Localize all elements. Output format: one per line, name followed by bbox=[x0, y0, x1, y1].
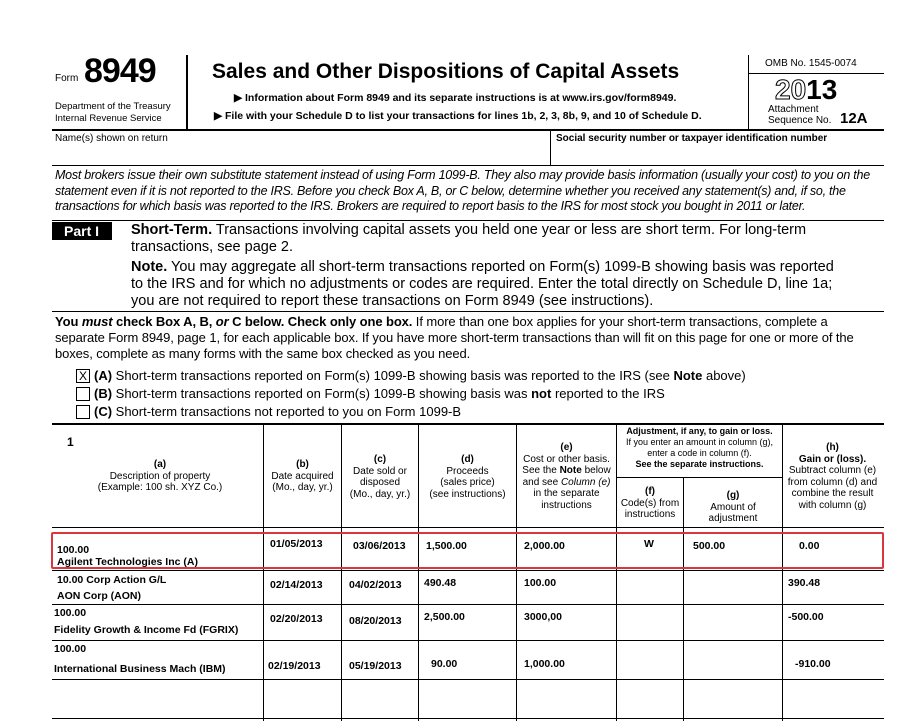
adj-header-rule bbox=[616, 477, 782, 478]
col-f-header: (f) Code(s) from instructions bbox=[620, 486, 680, 520]
form-header bbox=[0, 0, 922, 135]
row-date-acquired[interactable]: 02/20/2013 bbox=[270, 613, 323, 625]
part1-badge bbox=[52, 222, 112, 240]
name-field[interactable] bbox=[52, 145, 550, 163]
info-line-1: ▶ Information about Form 8949 and its separate instructions is at www.irs.gov/form8949. bbox=[234, 92, 677, 104]
row-proceeds[interactable]: 1,500.00 bbox=[426, 540, 467, 552]
row-basis[interactable]: 1,000.00 bbox=[524, 658, 565, 670]
col-b-header: (b) Date acquired (Mo., day, yr.) bbox=[271, 459, 334, 493]
brokers-note: Most brokers issue their own substitute statement instead of using Form 1099-B. They also may provide basis information (usually your cost) to you on the statement even if it is not reported to the IRS. Before you check Box A, B, or C below, determine whether you received any statement(s) and, if so, the transactions for which basis was reported to the IRS. Brokers are required to report basis to the IRS for most stock you bought in 2011 or later. bbox=[55, 168, 870, 213]
row-basis[interactable]: 100.00 bbox=[524, 577, 557, 589]
row-date-sold[interactable]: 04/02/2013 bbox=[349, 579, 402, 591]
must-check-bold: You must check Box A, B, or C below. Check only one box. bbox=[55, 314, 413, 329]
name-ssn-divider bbox=[550, 131, 551, 165]
row-quantity[interactable]: 100.00 bbox=[54, 643, 87, 655]
ssn-label: Social security number or taxpayer identification number bbox=[556, 133, 828, 144]
info-line-2: ▶ File with your Schedule D to list your transactions for lines 1b, 2, 3, 8b, 9, and 10 of Schedule D. bbox=[214, 110, 702, 122]
box-c-row bbox=[76, 403, 876, 421]
header-bottom-rule bbox=[52, 129, 884, 131]
box-c-checkbox[interactable] bbox=[76, 405, 90, 419]
box-b-label: (B) Short-term transactions reported on Form(s) 1099-B showing basis was not reported to the IRS bbox=[94, 386, 665, 401]
row-date-sold[interactable]: 05/19/2013 bbox=[349, 660, 402, 672]
part1-note bbox=[131, 259, 846, 309]
form-number: 8949 bbox=[84, 52, 156, 90]
col-g-header: (g) Amount of adjustment bbox=[708, 490, 758, 524]
row5-bottom-rule bbox=[52, 718, 884, 719]
box-a-row bbox=[76, 367, 876, 385]
part1-intro bbox=[131, 222, 861, 256]
header-divider-left bbox=[186, 55, 188, 130]
box-b-row bbox=[76, 385, 876, 403]
part1-note-rule bbox=[52, 311, 884, 312]
box-a-checkbox[interactable]: X bbox=[76, 369, 90, 383]
sequence-number: 12A bbox=[840, 110, 868, 127]
row-gain-loss[interactable]: 390.48 bbox=[788, 577, 821, 589]
col-c-header: (c) Date sold or disposed (Mo., day, yr.) bbox=[349, 454, 411, 500]
row-basis[interactable]: 3000,00 bbox=[524, 611, 562, 623]
row-adjustment[interactable]: 500.00 bbox=[693, 540, 726, 552]
form-title: Sales and Other Dispositions of Capital Assets bbox=[212, 60, 680, 83]
box-b-checkbox[interactable] bbox=[76, 387, 90, 401]
header-divider-right bbox=[748, 55, 749, 130]
part1-text: Transactions involving capital assets you held one year or less are short term. For long-term transactions, see page 2. bbox=[131, 222, 807, 255]
part1-note-text: You may aggregate all short-term transactions reported on Form(s) 1099-B showing basis was reported to the IRS and for which no adjustments or codes are required. Enter the total directly on Schedule D, line 1a; you are not required to report these transactions on Form 8949 (see instructions). bbox=[131, 259, 834, 309]
col-h-header: (h) Gain or (loss). Subtract column (e) from column (d) and combine the result with column (g) bbox=[787, 442, 878, 511]
table-row[interactable] bbox=[52, 641, 884, 679]
tax-year-outline: 20 bbox=[775, 74, 807, 105]
table-row-empty[interactable] bbox=[52, 680, 884, 718]
adj-header: Adjustment, if any, to gain or loss. If you enter an amount in column (g), enter a code in column (f). See the separate instructions. bbox=[625, 426, 774, 469]
tax-year bbox=[775, 74, 837, 106]
must-check-instructions bbox=[55, 314, 875, 362]
row-proceeds[interactable]: 490.48 bbox=[424, 577, 457, 589]
row-date-acquired[interactable]: 02/14/2013 bbox=[270, 579, 323, 591]
row-description[interactable]: Agilent Technologies Inc (A) bbox=[57, 556, 198, 568]
name-label: Name(s) shown on return bbox=[55, 133, 168, 144]
dept-line2: Internal Revenue Service bbox=[55, 113, 162, 124]
form-label: Form bbox=[55, 73, 79, 84]
row-quantity[interactable]: 100.00 bbox=[57, 544, 90, 556]
row-description[interactable]: International Business Mach (IBM) bbox=[54, 663, 226, 675]
name-row-rule bbox=[52, 165, 884, 166]
row-code[interactable]: W bbox=[644, 538, 654, 550]
row-basis[interactable]: 2,000.00 bbox=[524, 540, 565, 552]
part1-label: Part I bbox=[64, 223, 100, 239]
tax-year-bold: 13 bbox=[806, 74, 838, 105]
dept-line1: Department of the Treasury bbox=[55, 101, 171, 112]
row-gain-loss[interactable]: -910.00 bbox=[795, 658, 831, 670]
sequence-label: Sequence No. bbox=[768, 115, 832, 126]
box-c-label: (C) Short-term transactions not reported to you on Form 1099-B bbox=[94, 404, 462, 419]
table-row[interactable] bbox=[52, 571, 884, 604]
table-top-rule bbox=[52, 423, 884, 425]
row-date-sold[interactable]: 03/06/2013 bbox=[353, 540, 406, 552]
col-e-header: (e) Cost or other basis. See the Note below and see Column (e) in the separate instructions bbox=[522, 442, 611, 511]
col-a-header: (a) Description of property (Example: 100 sh. XYZ Co.) bbox=[97, 459, 223, 493]
row-quantity[interactable]: 10.00 Corp Action G/L bbox=[57, 574, 167, 586]
omb-number: OMB No. 1545-0074 bbox=[765, 58, 857, 69]
row-date-acquired[interactable]: 02/19/2013 bbox=[268, 660, 321, 672]
part1-note-label: Note. bbox=[131, 259, 168, 275]
row-highlight-box bbox=[51, 532, 884, 569]
line-number: 1 bbox=[67, 435, 74, 449]
must-check-rest: If more than one box applies for your short-term transactions, complete a separate Form 8949, page 1, for each applicable box. If you have more short-term transactions than will fit on this page for one or more of the boxes, complete as many forms with the same box checked as you need. bbox=[55, 314, 854, 361]
row-proceeds[interactable]: 90.00 bbox=[431, 658, 458, 670]
col-d-header: (d) Proceeds (sales price) (see instructions) bbox=[429, 454, 506, 500]
transactions-table bbox=[0, 422, 922, 721]
row-description[interactable]: AON Corp (AON) bbox=[57, 590, 141, 602]
row-quantity[interactable]: 100.00 bbox=[54, 607, 87, 619]
row-proceeds[interactable]: 2,500.00 bbox=[424, 611, 465, 623]
table-row[interactable] bbox=[52, 605, 884, 640]
row-description[interactable]: Fidelity Growth & Income Fd (FGRIX) bbox=[54, 624, 239, 636]
attachment-label: Attachment bbox=[768, 104, 819, 115]
box-a-label: (A) Short-term transactions reported on Form(s) 1099-B showing basis was reported to the IRS (see Note above) bbox=[94, 368, 746, 383]
row-gain-loss[interactable]: -500.00 bbox=[788, 611, 824, 623]
part1-heading: Short-Term. bbox=[131, 222, 213, 238]
row-gain-loss[interactable]: 0.00 bbox=[799, 540, 820, 552]
part1-top-rule bbox=[52, 220, 884, 221]
ssn-field[interactable] bbox=[552, 145, 882, 163]
row-date-sold[interactable]: 08/20/2013 bbox=[349, 615, 402, 627]
row-date-acquired[interactable]: 01/05/2013 bbox=[270, 538, 323, 550]
